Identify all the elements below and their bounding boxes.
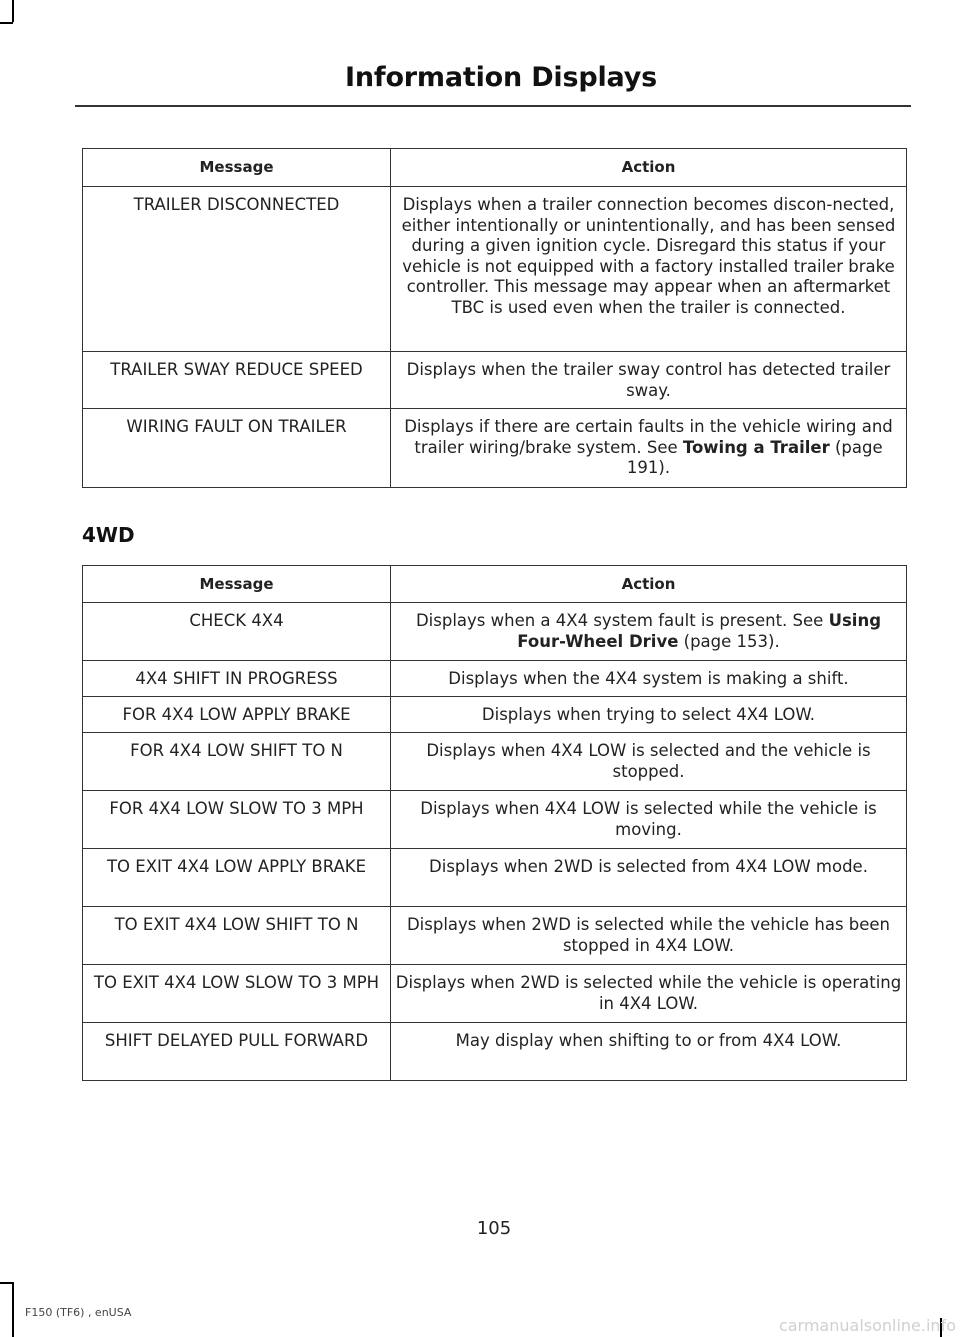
table-row — [83, 187, 907, 352]
message-cell: FOR 4X4 LOW SHIFT TO N — [83, 733, 391, 791]
table-row — [83, 907, 907, 965]
4wd-messages-table — [82, 565, 907, 1081]
table-row — [83, 1023, 907, 1081]
message-cell: TO EXIT 4X4 LOW APPLY BRAKE — [83, 849, 391, 907]
message-cell: CHECK 4X4 — [83, 603, 391, 661]
trailer-messages-table — [82, 148, 907, 488]
message-cell: FOR 4X4 LOW APPLY BRAKE — [83, 697, 391, 733]
action-cell: Displays when a trailer connection becomes discon-nected, either intentionally or unintentionally, and has been sensed during a given ignition cycle. Disregard this status if your vehicle is not equipped with a factory installed trailer brake controller. This message may appear when an aftermarket TBC is used even when the trailer is connected. — [391, 187, 907, 352]
table-row — [83, 965, 907, 1023]
table-row — [83, 661, 907, 697]
table-row — [83, 733, 907, 791]
crop-mark-bottom-left-horizontal — [0, 1282, 13, 1284]
table-row — [83, 352, 907, 409]
header-divider — [75, 105, 911, 107]
action-cell: Displays when 4X4 LOW is selected and the vehicle is stopped. — [391, 733, 907, 791]
action-cell: May display when shifting to or from 4X4 LOW. — [391, 1023, 907, 1081]
action-cell — [391, 409, 907, 488]
message-cell: WIRING FAULT ON TRAILER — [83, 409, 391, 488]
column-header-message: Message — [83, 149, 391, 187]
table-row — [83, 409, 907, 488]
message-cell: FOR 4X4 LOW SLOW TO 3 MPH — [83, 791, 391, 849]
action-cell: Displays when trying to select 4X4 LOW. — [391, 697, 907, 733]
message-cell: SHIFT DELAYED PULL FORWARD — [83, 1023, 391, 1081]
table-row — [83, 603, 907, 661]
section-heading-4wd: 4WD — [82, 523, 135, 547]
action-text: Displays when a 4X4 system fault is present. See — [415, 611, 829, 630]
crop-mark-top-left-vertical — [12, 0, 14, 22]
document-id: F150 (TF6) , enUSA — [25, 1306, 132, 1319]
table-header-row — [83, 149, 907, 187]
message-cell: TO EXIT 4X4 LOW SHIFT TO N — [83, 907, 391, 965]
cross-reference-link[interactable]: Using Four-Wheel Drive — [517, 611, 882, 651]
page-reference: (page 191). — [626, 437, 883, 477]
table-row — [83, 849, 907, 907]
column-header-action: Action — [391, 149, 907, 187]
action-cell — [391, 603, 907, 661]
crop-mark-bottom-left-vertical — [12, 1282, 14, 1337]
watermark: carmanualsonline.info — [778, 1316, 956, 1335]
action-cell: Displays when 2WD is selected from 4X4 LOW mode. — [391, 849, 907, 907]
action-cell: Displays when 2WD is selected while the vehicle has been stopped in 4X4 LOW. — [391, 907, 907, 965]
action-cell: Displays when 4X4 LOW is selected while the vehicle is moving. — [391, 791, 907, 849]
page-number: 105 — [476, 1218, 512, 1239]
table-header-row — [83, 566, 907, 603]
column-header-message: Message — [83, 566, 391, 603]
page-title: Information Displays — [345, 62, 657, 93]
crop-mark-top-left-horizontal — [0, 22, 13, 24]
column-header-action: Action — [391, 566, 907, 603]
action-text: Displays if there are certain faults in the vehicle wiring and trailer wiring/brake system. See — [404, 417, 893, 457]
action-cell: Displays when the trailer sway control has detected trailer sway. — [391, 352, 907, 409]
cross-reference-link[interactable]: Towing a Trailer — [682, 437, 830, 457]
action-cell: Displays when the 4X4 system is making a shift. — [391, 661, 907, 697]
action-cell: Displays when 2WD is selected while the vehicle is operating in 4X4 LOW. — [391, 965, 907, 1023]
table-row — [83, 791, 907, 849]
message-cell: 4X4 SHIFT IN PROGRESS — [83, 661, 391, 697]
page-reference: (page 153). — [678, 631, 780, 651]
table-row — [83, 697, 907, 733]
message-cell: TRAILER SWAY REDUCE SPEED — [83, 352, 391, 409]
message-cell: TRAILER DISCONNECTED — [83, 187, 391, 352]
message-cell: TO EXIT 4X4 LOW SLOW TO 3 MPH — [83, 965, 391, 1023]
